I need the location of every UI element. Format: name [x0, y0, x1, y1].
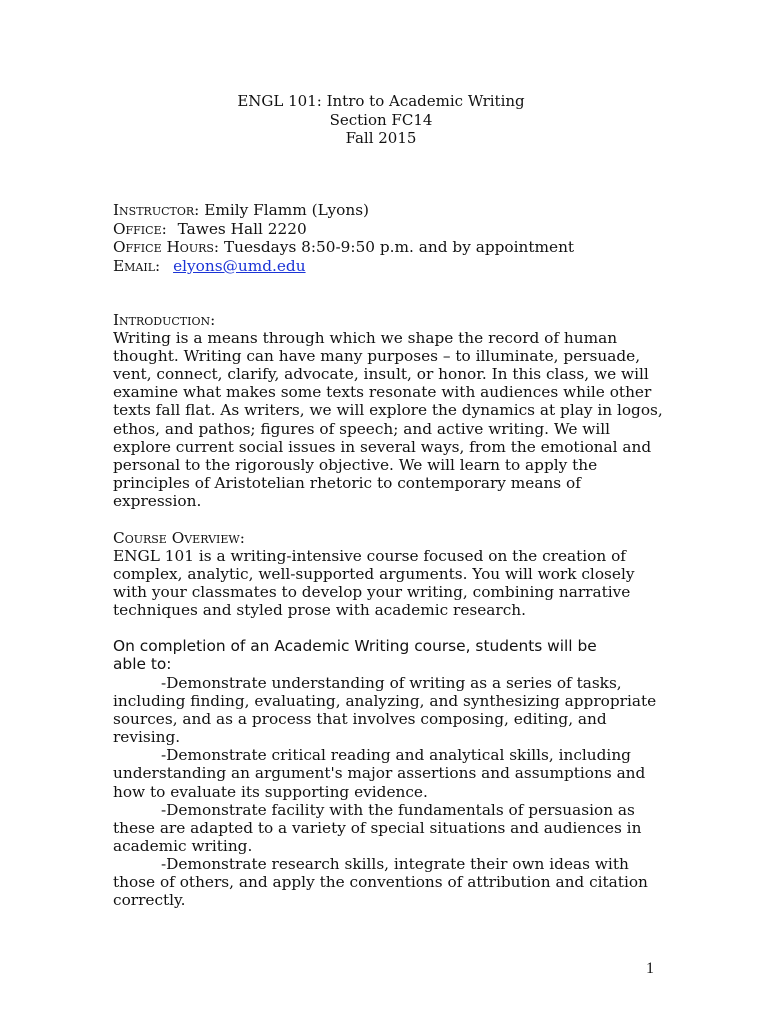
outcome-item: [113, 746, 673, 800]
introduction-line: examine what makes some texts resonate with audiences while other: [113, 383, 652, 402]
course-term: Fall 2015: [345, 129, 417, 147]
introduction-line: thought. Writing can have many purposes – to illuminate, persuade,: [113, 347, 641, 366]
email-link[interactable]: elyons@umd.edu: [173, 256, 306, 275]
outcomes-heading-line: On completion of an Academic Writing course, students will be: [113, 637, 597, 655]
introduction-line: expression.: [113, 491, 202, 510]
introduction-line: explore current social issues in several ways, from the emotional and: [113, 437, 652, 456]
instructor-name: Emily Flamm (Lyons): [204, 201, 370, 219]
outcome-line: -Demonstrate research skills, integrate their own ideas with: [161, 854, 629, 873]
outcome-line: sources, and as a process that involves composing, editing, and: [113, 710, 607, 729]
course-overview-line: ENGL 101 is a writing-intensive course focused on the creation of: [113, 547, 626, 566]
office-row: [113, 220, 574, 239]
email-row: [113, 257, 574, 276]
outcome-line: those of others, and apply the conventions of attribution and citation: [113, 873, 648, 892]
introduction-heading: Introduction:: [113, 311, 216, 329]
outcomes-heading-line: able to:: [113, 655, 172, 674]
instructor-row: [113, 201, 574, 220]
course-overview-line: techniques and styled prose with academic research.: [113, 601, 527, 620]
outcome-line: how to evaluate its supporting evidence.: [113, 782, 428, 801]
outcome-line: these are adapted to a variety of special situations and audiences in: [113, 818, 642, 837]
introduction-line: personal to the rigorously objective. We will learn to apply the: [113, 455, 598, 474]
office-label: Office:: [113, 219, 167, 238]
introduction-line: texts fall flat. As writers, we will explore the dynamics at play in logos,: [113, 401, 663, 420]
course-title: ENGL 101: Intro to Academic Writing: [237, 92, 525, 110]
outcome-item: [113, 674, 673, 746]
introduction-line: Writing is a means through which we shape the record of human: [113, 329, 618, 348]
course-overview-line: complex, analytic, well-supported arguments. You will work closely: [113, 565, 635, 584]
outcome-item: [113, 801, 673, 855]
outcome-item: [113, 855, 673, 909]
office-hours-row: [113, 238, 574, 257]
outcome-line: including finding, evaluating, analyzing, and synthesizing appropriate: [113, 692, 657, 711]
course-header: [0, 92, 762, 148]
outcome-line: -Demonstrate critical reading and analytical skills, including: [161, 746, 631, 765]
course-overview-heading: Course Overview:: [113, 529, 245, 547]
office-location: Tawes Hall 2220: [177, 219, 307, 238]
introduction-line: ethos, and pathos; figures of speech; and active writing. We will: [113, 419, 611, 438]
instructor-label: Instructor:: [113, 201, 200, 219]
outcome-line: understanding an argument's major assertions and assumptions and: [113, 764, 646, 783]
introduction-line: vent, connect, clarify, advocate, insult, or honor. In this class, we will: [113, 365, 649, 384]
outcome-line: revising.: [113, 728, 181, 747]
page-number: 1: [646, 960, 654, 977]
course-overview-line: with your classmates to develop your writing, combining narrative: [113, 583, 631, 602]
course-section: Section FC14: [329, 110, 433, 129]
outcomes-heading: [113, 637, 597, 673]
outcome-line: correctly.: [113, 891, 186, 910]
email-label: Email:: [113, 256, 161, 275]
introduction-line: principles of Aristotelian rhetoric to contemporary means of: [113, 473, 581, 492]
outcome-line: -Demonstrate understanding of writing as a series of tasks,: [161, 674, 622, 692]
office-hours-value: Tuesdays 8:50-9:50 p.m. and by appointment: [223, 238, 575, 257]
introduction-section: [113, 311, 673, 510]
outcome-line: -Demonstrate facility with the fundamentals of persuasion as: [161, 800, 635, 819]
outcome-line: academic writing.: [113, 836, 253, 855]
course-overview-section: [113, 529, 673, 619]
office-hours-label: Office Hours:: [113, 238, 220, 257]
instructor-info: [113, 201, 574, 275]
outcomes-list: [113, 674, 673, 909]
